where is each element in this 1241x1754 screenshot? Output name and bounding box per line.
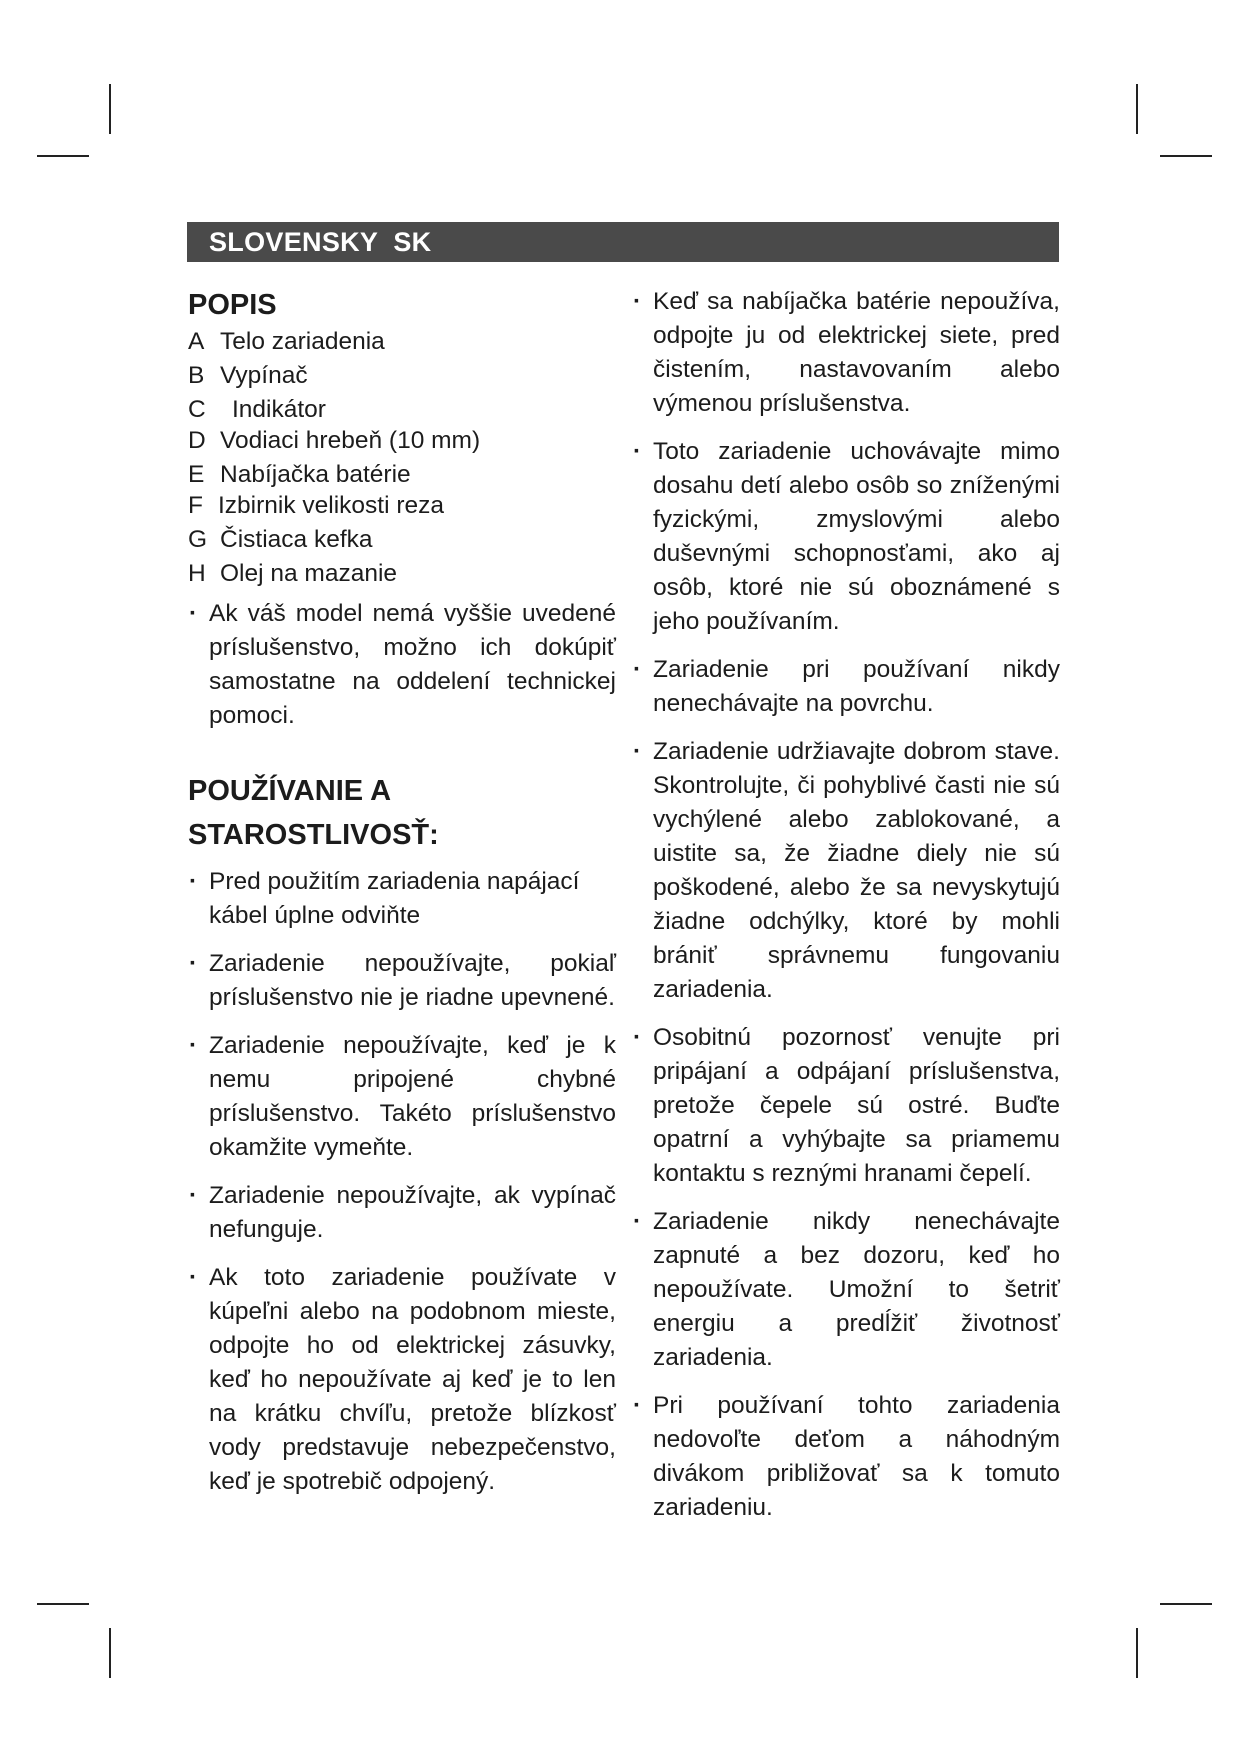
usage-bullet: · Zariadenie nepoužívajte, pokiaľ príslušenstvo nie je riadne upevnené. [188,947,616,1015]
usage-bullet: · Zariadenie nepoužívajte, ak vypínač nefunguje. [188,1179,616,1247]
usage-bullet: · Keď sa nabíjačka batérie nepoužíva, odpojte ju od elektrickej siete, pred čistením, nastavovaním alebo výmenou príslušenstva. [632,285,1060,421]
part-item [188,489,616,523]
part-item [188,424,616,458]
usage-bullet: · Zariadenie udržiavajte dobrom stave. Skontrolujte, či pohyblivé časti nie sú vychýlené alebo zablokované, a uistite sa, že žiadne diely nie sú poškodené, alebo že sa nevyskytujú žiadne odchýlky, ktoré by mohli brániť správnemu fungovaniu zariadenia. [632,735,1060,1007]
part-label: Čistiaca kefka [220,526,373,553]
crop-mark-top-right-horizontal [1160,155,1212,157]
part-label: Nabíjačka batérie [220,461,411,488]
popis-note-list [188,597,616,733]
popis-title: POPIS [188,289,277,321]
usage-bullet: · Ak toto zariadenie používate v kúpeľni alebo na podobnom mieste, odpojte ho od elektrickej zásuvky, keď ho nepoužívate aj keď je to len na krátku chvíľu, pretože blízkosť vody predstavuje nebezpečenstvo, keď je spotrebič odpojený. [188,1261,616,1499]
part-letter: B [188,362,205,389]
parts-list [188,325,616,591]
usage-bullet: · Osobitnú pozornosť venujte pri pripájaní a odpájaní príslušenstva, pretože čepele sú ostré. Buďte opatrní a vyhýbajte sa priamemu kontaktu s reznými hranami čepelí. [632,1021,1060,1191]
left-column [188,285,616,1513]
part-letter: G [188,526,208,553]
part-letter: C [188,396,206,423]
part-label: Vodiaci hrebeň (10 mm) [220,427,481,454]
part-item [188,458,616,492]
usage-right-bullets [632,285,1060,1525]
language-header-bar [187,222,1059,262]
part-letter: D [188,427,206,454]
crop-mark-bottom-left-vertical [109,1628,111,1678]
usage-bullet: · Toto zariadenie uchovávajte mimo dosahu detí alebo osôb so zníženými fyzickými, zmyslovými alebo duševnými schopnosťami, ako aj osôb, ktoré nie sú oboznámené s jeho používaním. [632,435,1060,639]
part-label: Indikátor [232,396,326,423]
usage-bullet: · Zariadenie pri používaní nikdy nenechávajte na povrchu. [632,653,1060,721]
usage-bullet: · Pred použitím zariadenia napájací kábel úplne odviňte [188,865,616,933]
part-item [188,523,616,557]
language-header-title: SLOVENSKY SK [209,227,432,257]
usage-left-bullets [188,865,616,1499]
part-item [188,557,616,591]
crop-mark-bottom-right-vertical [1136,1628,1138,1678]
part-item [188,393,616,427]
part-letter: E [188,461,205,488]
usage-bullet: · Zariadenie nepoužívajte, keď je k nemu pripojené chybné príslušenstvo. Takéto príslušenstvo okamžite vymeňte. [188,1029,616,1165]
part-item [188,325,616,359]
part-label: Telo zariadenia [220,328,385,355]
part-label: Izbirnik velikosti reza [218,492,445,519]
part-letter: H [188,560,206,587]
part-letter: F [188,492,203,519]
usage-title: POUŽÍVANIE A STAROSTLIVOSŤ: [188,775,439,851]
crop-mark-top-right-vertical [1136,84,1138,134]
part-letter: A [188,328,205,355]
crop-mark-top-left-horizontal [37,155,89,157]
usage-bullet: · Pri používaní tohto zariadenia nedovoľte deťom a náhodným divákom približovať sa k tomuto zariadeniu. [632,1389,1060,1525]
crop-mark-bottom-left-horizontal [37,1603,89,1605]
crop-mark-top-left-vertical [109,84,111,134]
usage-bullet: · Zariadenie nikdy nenechávajte zapnuté a bez dozoru, keď ho nepoužívate. Umožní to šetriť energiu a predĺžiť životnosť zariadenia. [632,1205,1060,1375]
part-item [188,359,616,393]
part-label: Olej na mazanie [220,560,398,587]
part-label: Vypínač [220,362,308,389]
popis-note: · Ak váš model nemá vyššie uvedené príslušenstvo, možno ich dokúpiť samostatne na oddelení technickej pomoci. [188,597,616,733]
right-column [632,285,1060,1539]
crop-mark-bottom-right-horizontal [1160,1603,1212,1605]
